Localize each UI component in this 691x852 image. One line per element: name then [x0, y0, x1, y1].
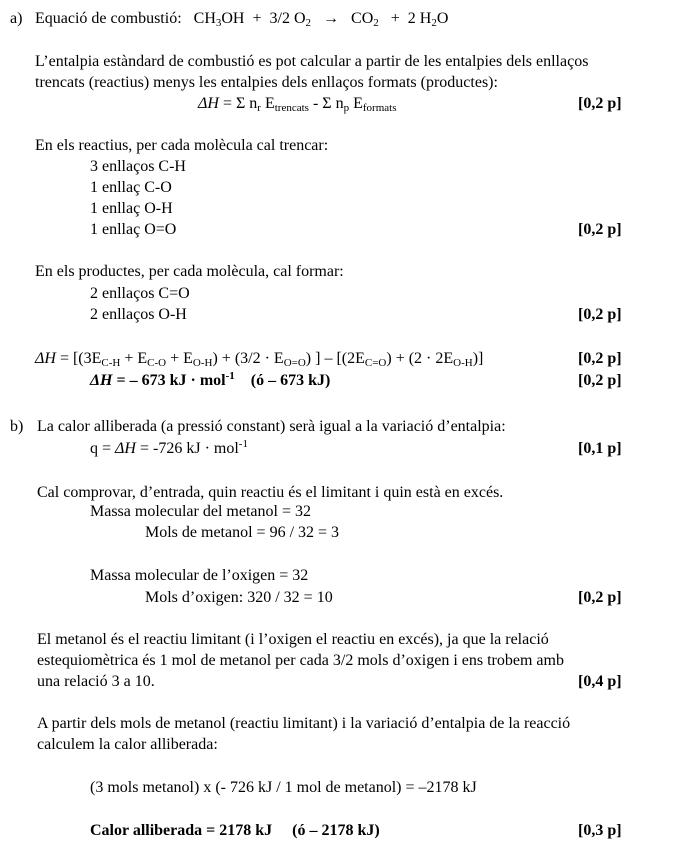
- points-a-2: [0,2 p]: [578, 221, 622, 238]
- part-b-marker: b): [10, 418, 24, 435]
- intro-line-2: trencats (reactius) menys les entalpies dels enllaços formats (productes):: [35, 74, 498, 91]
- limiting-check-intro: Cal comprovar, d’entrada, quin reactiu és el limitant i quin està en excés.: [37, 484, 504, 501]
- reactant-bond-item: 1 enllaç C-O: [90, 179, 172, 196]
- part-a-marker: a): [10, 10, 23, 27]
- oxygen-molar-mass: Massa molecular de l’oxigen = 32: [90, 567, 309, 584]
- heat-calc-intro-line: calculem la calor alliberada:: [37, 736, 218, 753]
- limiting-reasoning-line: una relació 3 a 10.: [37, 673, 155, 690]
- products-intro: En els productes, per cada molècula, cal formar:: [35, 263, 344, 280]
- reactant-bond-item: 1 enllaç O=O: [90, 221, 177, 238]
- points-a-5: [0,2 p]: [578, 372, 622, 389]
- limiting-reasoning-line: El metanol és el reactiu limitant (i l’oxigen el reactiu en excés), ja que la relació: [37, 631, 549, 648]
- methanol-moles: Mols de metanol = 96 / 32 = 3: [145, 524, 340, 541]
- intro-line-1: L’entalpia estàndard de combustió es pot calcular a partir de les entalpies dels enllaços: [35, 53, 589, 70]
- bond-enthalpy-calculation: $\Delta H = [(3E_{C-H} + E_{C-O} + E_{O-H}) + (3/2 \cdot E_{O=O})$ ] – $[(2E_{C=O}) + (2 \cdot 2E_{O-H})]$: [35, 350, 484, 369]
- reactant-bond-item: 1 enllaç O-H: [90, 200, 173, 217]
- combustion-equation: $CH_3OH + 3/2$ $O_2$ → $CO_2$ + 2 $H_2O$: [193, 10, 449, 29]
- combustion-equation-line: [35, 10, 448, 28]
- methanol-molar-mass: Massa molecular del metanol = 32: [90, 503, 311, 520]
- oxygen-moles: Mols d’oxigen: 320 / 32 = 10: [145, 589, 333, 606]
- enthalpy-result: ΔH = – 673 kJ · mol$^{-1}$ (ó – 673 kJ): [90, 370, 331, 389]
- points-a-4: [0,2 p]: [578, 350, 622, 367]
- enthalpy-formula: ΔH = Σ $n_r$ $E_{trencats}$ - Σ $n_p$ $E_{formats}$: [198, 95, 397, 114]
- reactant-bond-item: 3 enllaços C-H: [90, 158, 186, 175]
- product-bond-item: 2 enllaços O-H: [90, 306, 187, 323]
- heat-calc-intro-line: A partir dels mols de metanol (reactiu limitant) i la variació d’entalpia de la reacció: [37, 715, 571, 732]
- final-answer: Calor alliberada = 2178 kJ (ó – 2178 kJ): [90, 822, 380, 839]
- equation-label: Equació de combustió:: [35, 10, 182, 27]
- points-b-4: [0,3 p]: [578, 822, 622, 839]
- heat-equation: q = ΔH = -726 kJ · mol$^{-1}$: [90, 438, 248, 457]
- points-a-1: [0,2 p]: [578, 95, 622, 112]
- points-b-2: [0,2 p]: [578, 589, 622, 606]
- points-b-1: [0,1 p]: [578, 440, 622, 457]
- heat-calculation: (3 mols metanol) x (- 726 kJ / 1 mol de metanol) = –2178 kJ: [90, 779, 477, 796]
- product-bond-item: 2 enllaços C=O: [90, 285, 190, 302]
- reactants-intro: En els reactius, per cada molècula cal trencar:: [35, 137, 329, 154]
- points-a-3: [0,2 p]: [578, 306, 622, 323]
- limiting-reasoning-line: estequiomètrica és 1 mol de metanol per cada 3/2 mols d’oxigen i ens trobem amb: [37, 652, 564, 669]
- heat-intro: La calor alliberada (a pressió constant) serà igual a la variació d’entalpia:: [37, 418, 506, 435]
- points-b-3: [0,4 p]: [578, 673, 622, 690]
